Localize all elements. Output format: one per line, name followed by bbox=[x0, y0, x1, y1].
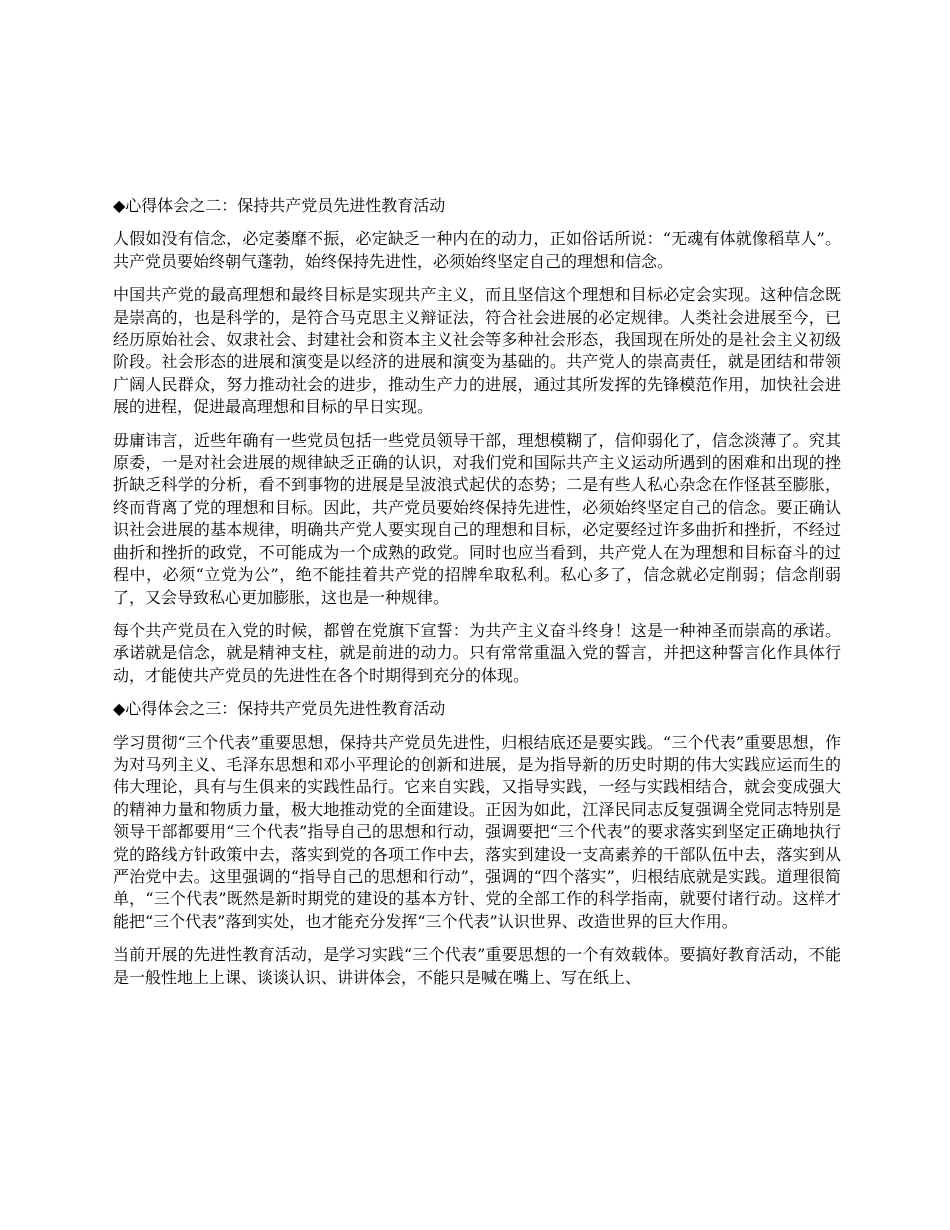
section-heading: ◆心得体会之二：保持共产党员先进性教育活动 bbox=[113, 196, 446, 215]
paragraph: 毋庸讳言，近些年确有一些党员包括一些党员领导干部，理想模糊了，信仰弱化了，信念淡薄了。究其原委，一是对社会进展的规律缺乏正确的认识，对我们党和国际共产主义运动所遇到的困难和出现的挫折缺乏科学的分析，看不到事物的进展是呈波浪式起伏的态势；二是有些人私心杂念在作怪甚至膨胀，终而背离了党的理想和目标。因此，共产党员要始终保持先进性，必须始终坚定自己的信念。要正确认识社会进展的基本规律，明确共产党人要实现自己的理想和目标，必定要经过许多曲折和挫折，不经过曲折和挫折的政党，不可能成为一个成熟的政党。同时也应当看到，共产党人在为理想和目标奋斗的过程中，必须“立党为公”，绝不能挂着共产党的招牌牟取私利。私心多了，信念就必定削弱；信念削弱了，又会导致私心更加膨胀，这也是一种规律。 bbox=[113, 430, 841, 607]
section-3 bbox=[113, 698, 841, 989]
section-heading: ◆心得体会之三：保持共产党员先进性教育活动 bbox=[113, 699, 446, 719]
paragraph: 人假如没有信念，必定萎靡不振，必定缺乏一种内在的动力，正如俗话所说：“无魂有体就像稻草人”。共产党员要始终朝气蓬勃，始终保持先进性，必须始终坚定自己的理想和信念。 bbox=[113, 229, 841, 271]
paragraph: 中国共产党的最高理想和最终目标是实现共产主义，而且坚信这个理想和目标必定会实现。这种信念既是崇高的，也是科学的，是符合马克思主义辩证法，符合社会进展的必定规律。人类社会进展至今，已经历原始社会、奴隶社会、封建社会和资本主义社会等多种社会形态，我国现在所处的是社会主义初级阶段。社会形态的进展和演变是以经济的进展和演变为基础的。共产党人的崇高责任，就是团结和带领广阔人民群众，努力推动社会的进步，推动生产力的进展，通过其所发挥的先锋模范作用，加快社会进展的进程，促进最高理想和目标的早日实现。 bbox=[113, 285, 841, 417]
section-2 bbox=[113, 195, 841, 687]
paragraph: 当前开展的先进性教育活动，是学习实践“三个代表”重要思想的一个有效载体。要搞好教育活动，不能是一般性地上上课、谈谈认识、讲讲体会，不能只是喊在嘴上、写在纸上、 bbox=[113, 945, 841, 987]
paragraph: 学习贯彻“三个代表”重要思想，保持共产党员先进性，归根结底还是要实践。“三个代表”重要思想，作为对马列主义、毛泽东思想和邓小平理论的创新和进展，是为指导新的历史时期的伟大实践应运而生的伟大理论，具有与生俱来的实践性品行。它来自实践，又指导实践，一经与实践相结合，就会变成强大的精神力量和物质力量，极大地推动党的全面建设。正因为如此，江泽民同志反复强调全党同志特别是领导干部都要用“三个代表”指导自己的思想和行动，强调要把“三个代表”的要求落实到坚定正确地执行党的路线方针政策中去，落实到党的各项工作中去，落实到建设一支高素养的干部队伍中去，落实到从严治党中去。这里强调的“指导自己的思想和行动”，强调的“四个落实”，归根结底就是实践。道理很简单，“三个代表”既然是新时期党的建设的基本方针、党的全部工作的科学指南，就要付诸行动。这样才能把“三个代表”落到实处，也才能充分发挥“三个代表”认识世界、改造世界的巨大作用。 bbox=[113, 732, 841, 931]
document-body bbox=[113, 195, 841, 1000]
paragraph: 每个共产党员在入党的时候，都曾在党旗下宣誓：为共产主义奋斗终身！这是一种神圣而崇高的承诺。承诺就是信念，就是精神支柱，就是前进的动力。只有常常重温入党的誓言，并把这种誓言化作具体行动，才能使共产党员的先进性在各个时期得到充分的体现。 bbox=[113, 620, 841, 685]
